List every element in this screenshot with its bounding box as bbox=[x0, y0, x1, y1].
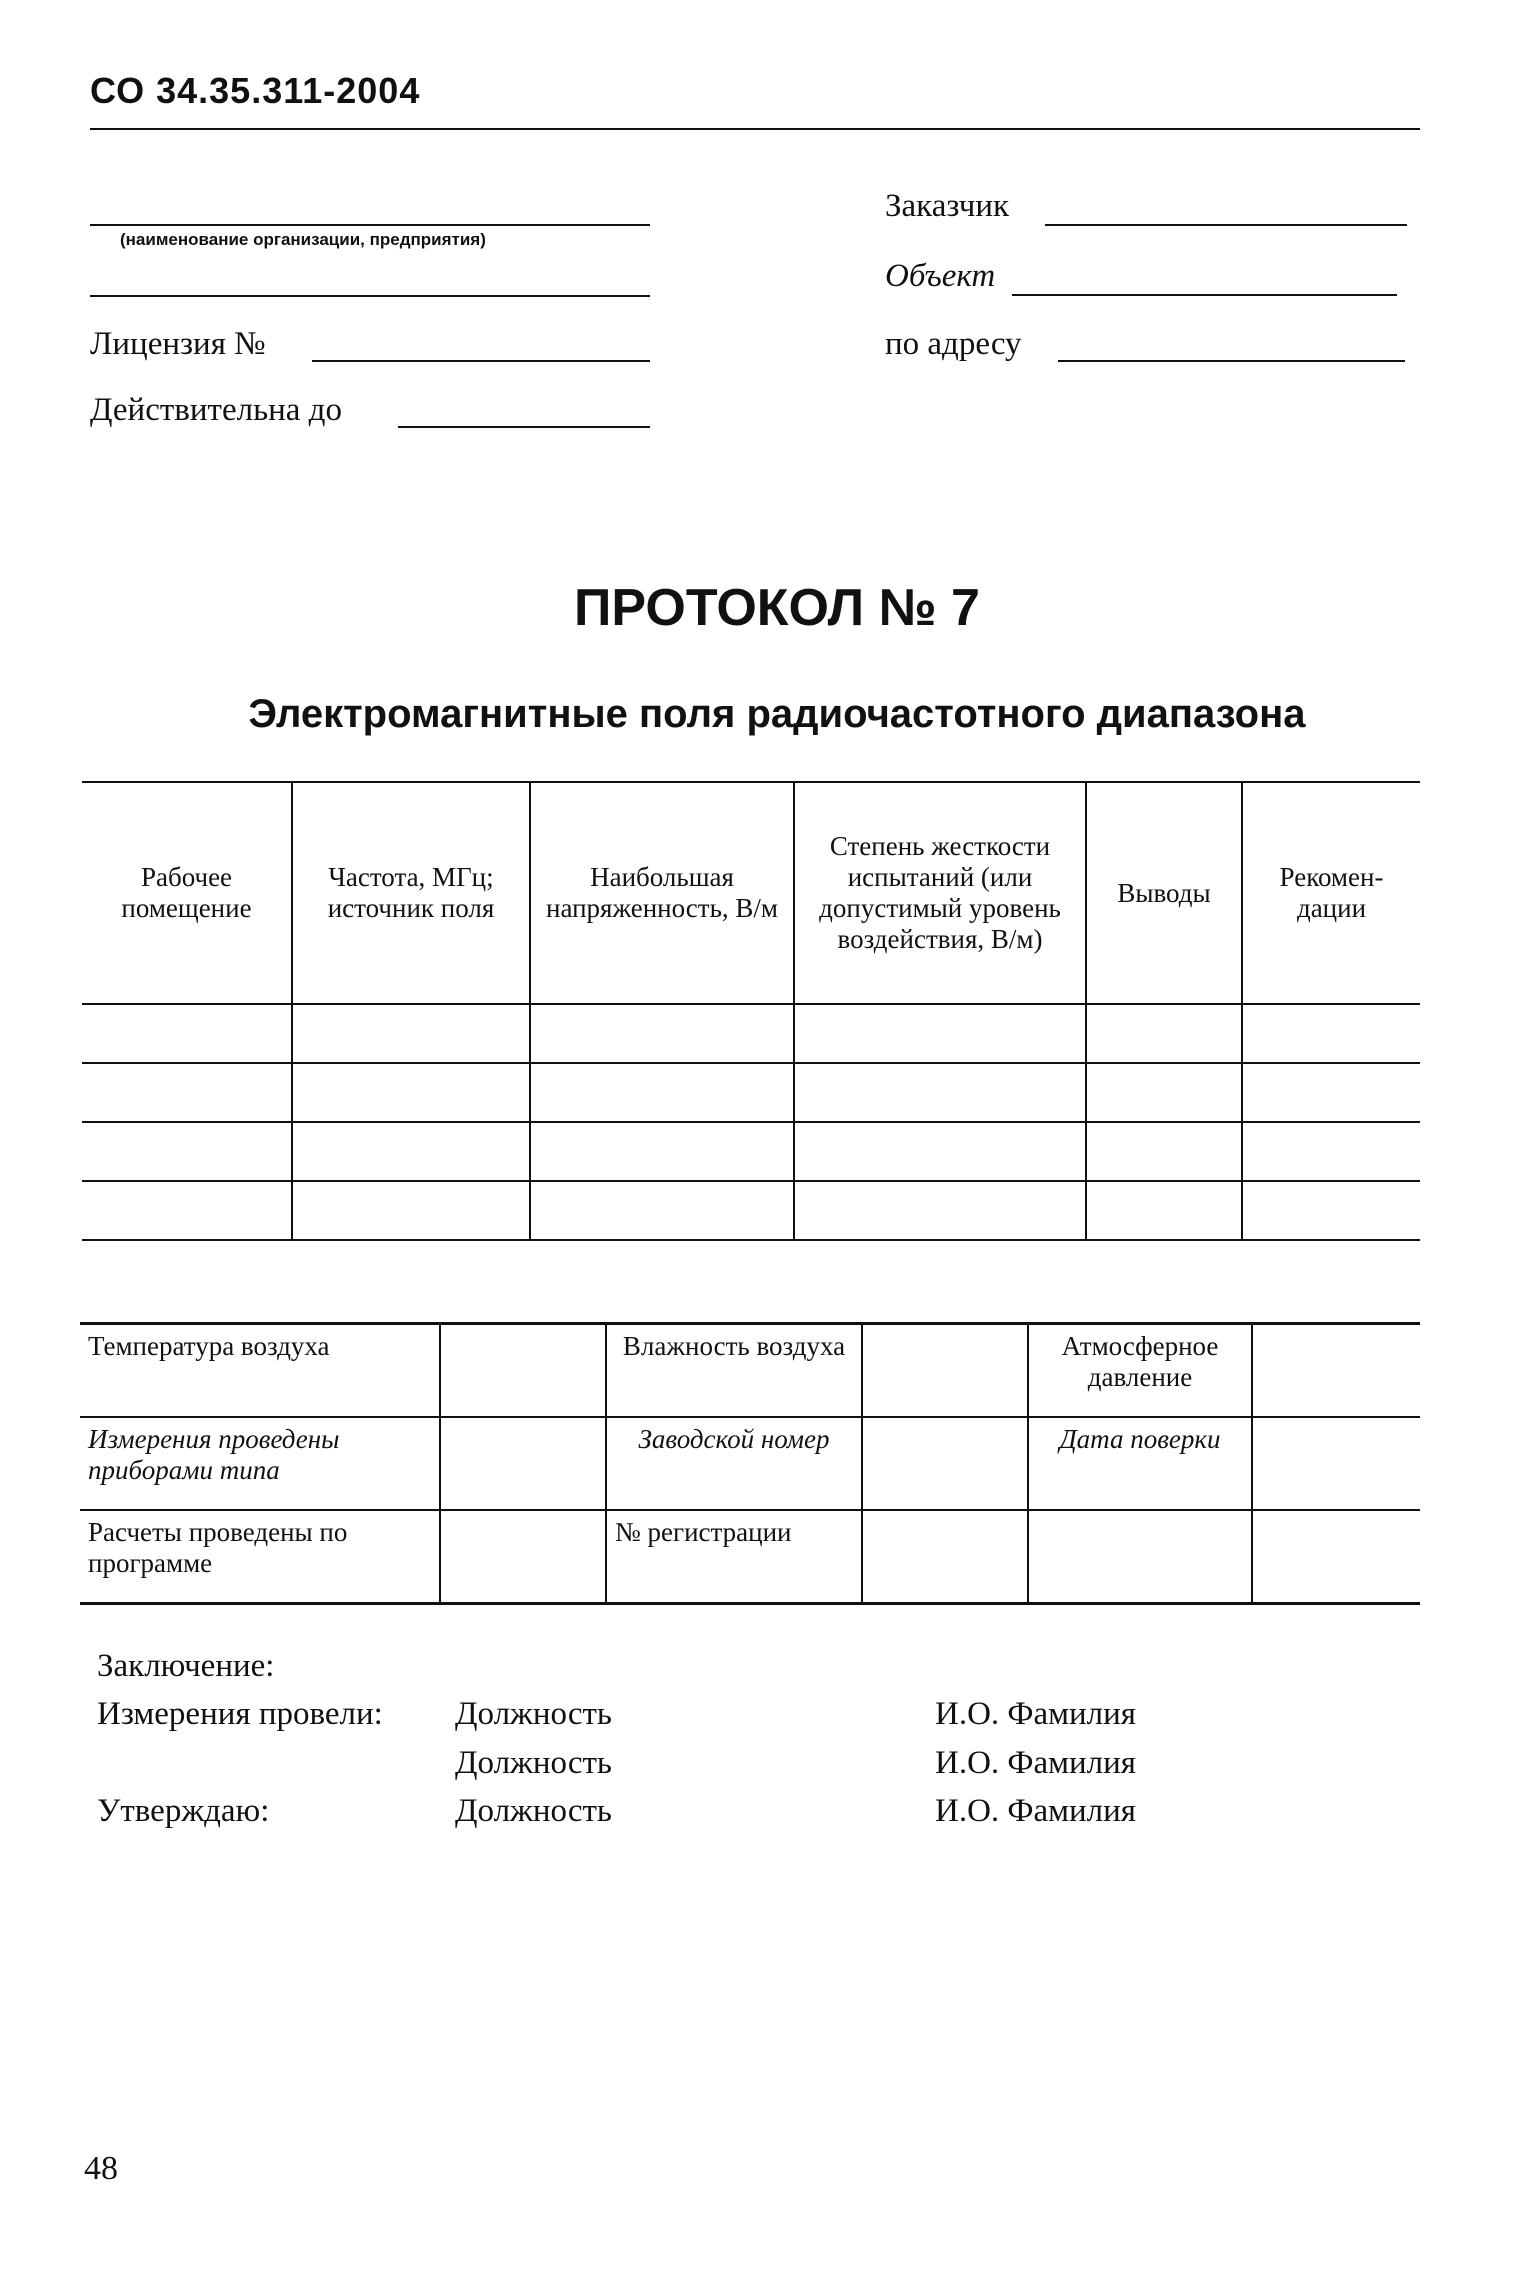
document-code: СО 34.35.311-2004 bbox=[90, 70, 421, 111]
air-temp-value[interactable] bbox=[440, 1324, 606, 1418]
position-3: Должность bbox=[455, 1793, 612, 1829]
license-label: Лицензия № bbox=[90, 326, 266, 362]
header-max-strength: Наибольшая напряженность, В/м bbox=[530, 782, 794, 1004]
object-field[interactable] bbox=[1012, 294, 1397, 296]
name-2: И.О. Фамилия bbox=[935, 1745, 1136, 1781]
protocol-subtitle: Электромагнитные поля радиочастотного диапазона bbox=[248, 692, 1306, 736]
approve-label: Утверждаю: bbox=[97, 1793, 270, 1829]
conclusion-label: Заключение: bbox=[97, 1648, 275, 1684]
humidity-value[interactable] bbox=[862, 1324, 1028, 1418]
header-severity: Степень жесткости испытаний (или допустимый уровень воздействия, В/м) bbox=[794, 782, 1086, 1004]
header-conclusions: Выводы bbox=[1086, 782, 1242, 1004]
table-row bbox=[80, 1324, 1420, 1418]
calibration-date-value[interactable] bbox=[1252, 1417, 1420, 1510]
page-number: 48 bbox=[84, 2150, 118, 2187]
instruments-label: Измерения проведены приборами типа bbox=[80, 1417, 440, 1510]
measurements-table bbox=[82, 781, 1420, 1241]
program-value[interactable] bbox=[440, 1510, 606, 1604]
measured-by-label: Измерения провели: bbox=[97, 1696, 383, 1732]
object-label: Объект bbox=[885, 258, 996, 294]
pressure-label: Атмосферное давление bbox=[1028, 1324, 1252, 1418]
table-row bbox=[82, 1122, 1420, 1181]
program-label: Расчеты проведены по программе bbox=[80, 1510, 440, 1604]
table-row bbox=[82, 1063, 1420, 1122]
address-field[interactable] bbox=[1058, 360, 1405, 362]
customer-label: Заказчик bbox=[885, 188, 1010, 224]
customer-field[interactable] bbox=[1045, 224, 1407, 226]
instruments-value[interactable] bbox=[440, 1417, 606, 1510]
registration-label: № регистрации bbox=[606, 1510, 862, 1604]
pressure-value[interactable] bbox=[1252, 1324, 1420, 1418]
calibration-date-label: Дата поверки bbox=[1028, 1417, 1252, 1510]
conditions-table bbox=[80, 1322, 1420, 1605]
position-2: Должность bbox=[455, 1745, 612, 1781]
header-frequency: Частота, МГц; источник поля bbox=[292, 782, 530, 1004]
name-1: И.О. Фамилия bbox=[935, 1696, 1136, 1732]
valid-until-field[interactable] bbox=[398, 426, 650, 428]
table-row bbox=[80, 1417, 1420, 1510]
header-rule bbox=[90, 128, 1420, 130]
valid-until-label: Действительна до bbox=[90, 392, 342, 428]
name-3: И.О. Фамилия bbox=[935, 1793, 1136, 1829]
humidity-label: Влажность воздуха bbox=[606, 1324, 862, 1418]
protocol-title: ПРОТОКОЛ № 7 bbox=[574, 579, 980, 637]
org-caption: (наименование организации, предприятия) bbox=[120, 230, 486, 249]
address-label: по адресу bbox=[885, 326, 1022, 362]
registration-extra-2[interactable] bbox=[1252, 1510, 1420, 1604]
serial-number-value[interactable] bbox=[862, 1417, 1028, 1510]
header-workroom: Рабочее помещение bbox=[82, 782, 292, 1004]
air-temp-label: Температура воздуха bbox=[80, 1324, 440, 1418]
table-row bbox=[80, 1510, 1420, 1604]
registration-value[interactable] bbox=[862, 1510, 1028, 1604]
org-name-line bbox=[90, 224, 650, 226]
serial-number-label: Заводской номер bbox=[606, 1417, 862, 1510]
header-recommendations: Рекомен-дации bbox=[1242, 782, 1420, 1004]
org-name-line-2 bbox=[90, 295, 650, 297]
license-field[interactable] bbox=[312, 360, 650, 362]
table-header-row bbox=[82, 782, 1420, 1004]
table-row bbox=[82, 1181, 1420, 1240]
table-row bbox=[82, 1004, 1420, 1063]
registration-extra-1[interactable] bbox=[1028, 1510, 1252, 1604]
position-1: Должность bbox=[455, 1696, 612, 1732]
